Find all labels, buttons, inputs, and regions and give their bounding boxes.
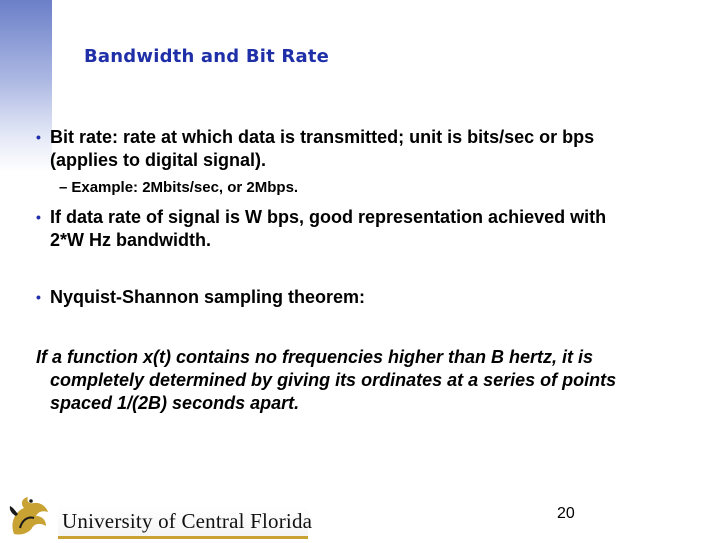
bullet-bit-rate <box>36 126 696 172</box>
bullet-line: Nyquist-Shannon sampling theorem: <box>50 287 366 307</box>
bullet-line: (applies to digital signal). <box>50 150 267 170</box>
sub-bullet-example <box>59 179 298 196</box>
bullet-data-rate <box>36 206 696 252</box>
wordmark-text: University of Central Florida <box>62 509 313 533</box>
slide-title: Bandwidth and Bit Rate <box>84 46 330 67</box>
theorem-line: completely determined by giving its ordinates at a series of points <box>50 370 617 390</box>
page-number: 20 <box>557 505 575 522</box>
bullet-nyquist <box>36 286 696 309</box>
sub-bullet-text: Example: 2Mbits/sec, or 2Mbps. <box>71 179 299 196</box>
sub-bullet-dash: – <box>59 179 68 196</box>
university-wordmark <box>58 506 313 539</box>
bullet-dot-icon: • <box>36 289 41 305</box>
bullet-line: Bit rate: rate at which data is transmitted; unit is bits/sec or bps <box>50 127 595 147</box>
theorem-statement <box>36 346 720 415</box>
bullet-line: If data rate of signal is W bps, good representation achieved with <box>50 207 607 227</box>
pegasus-logo-icon <box>6 494 52 538</box>
bullet-dot-icon: • <box>36 209 41 225</box>
bullet-line: 2*W Hz bandwidth. <box>50 230 211 250</box>
bullet-dot-icon: • <box>36 129 41 145</box>
theorem-line: spaced 1/(2B) seconds apart. <box>50 393 300 413</box>
theorem-line: If a function x(t) contains no frequencies higher than B hertz, it is <box>36 347 594 367</box>
